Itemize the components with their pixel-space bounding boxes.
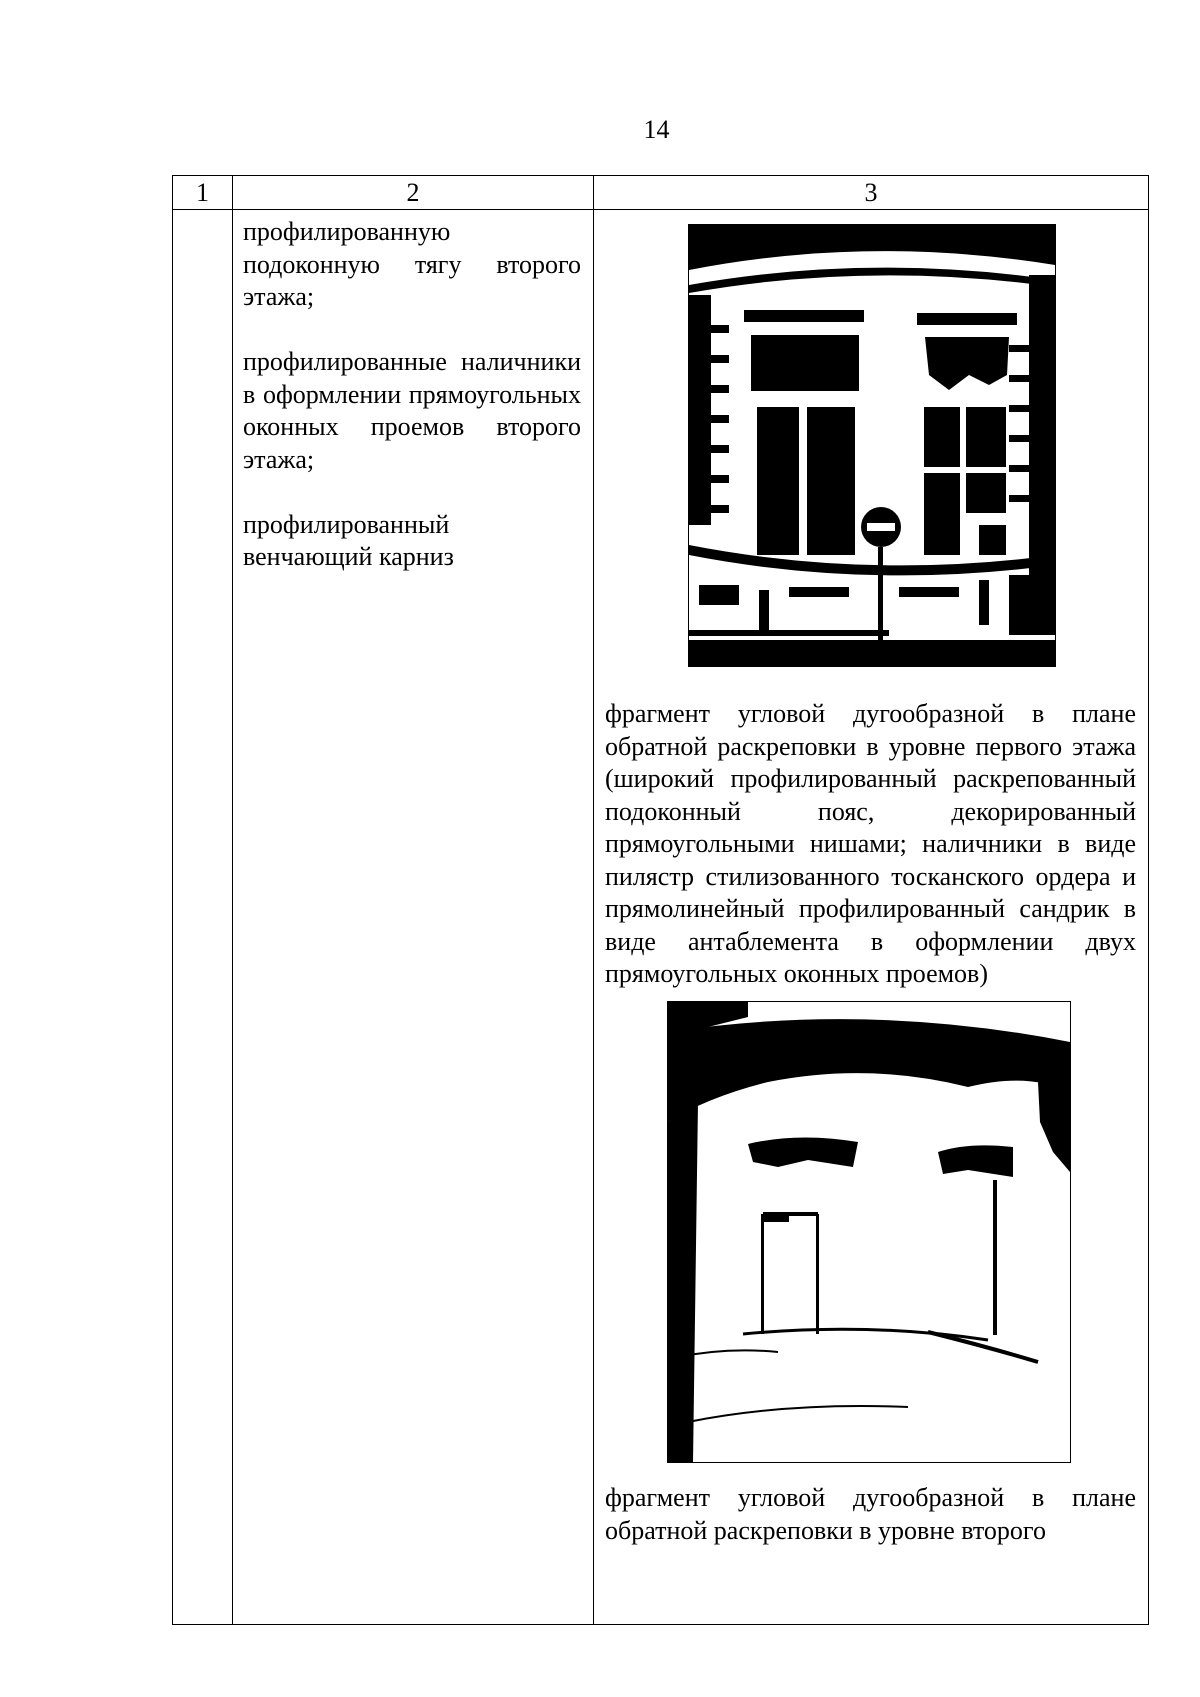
header-cell-1: 1 <box>173 176 233 210</box>
cell-col1 <box>173 210 233 1625</box>
feature-item: профилированные наличники в оформлении прямоугольных оконных проемов второго этажа; <box>243 347 581 474</box>
header-cell-3: 3 <box>594 176 1149 210</box>
photo-caption: фрагмент угловой дугообразной в плане обратной раскреповки в уровне второго <box>605 1483 1136 1545</box>
cell-col3 <box>594 210 1149 1625</box>
feature-item: профилированную подоконную тягу второго этажа; <box>243 217 581 311</box>
feature-item: профилированный венчающий карниз <box>243 509 454 571</box>
page-number: 14 <box>643 115 670 144</box>
document-table <box>172 175 1149 1625</box>
facade-photo-first-floor <box>688 224 1056 667</box>
table-row <box>173 210 1149 1625</box>
cell-col2 <box>233 210 594 1625</box>
photo-caption: фрагмент угловой дугообразной в плане обратной раскреповки в уровне первого этажа (широкий профилированный раскрепованный подоконный пояс, декорированный прямоугольными нишами; наличники в виде пилястр стилизованного тосканского ордера и прямолинейный профилированный сандрик в виде антаблемента в оформлении двух прямоугольных оконных проемов) <box>605 699 1136 988</box>
facade-photo-second-floor <box>667 1001 1071 1463</box>
header-cell-2: 2 <box>233 176 594 210</box>
